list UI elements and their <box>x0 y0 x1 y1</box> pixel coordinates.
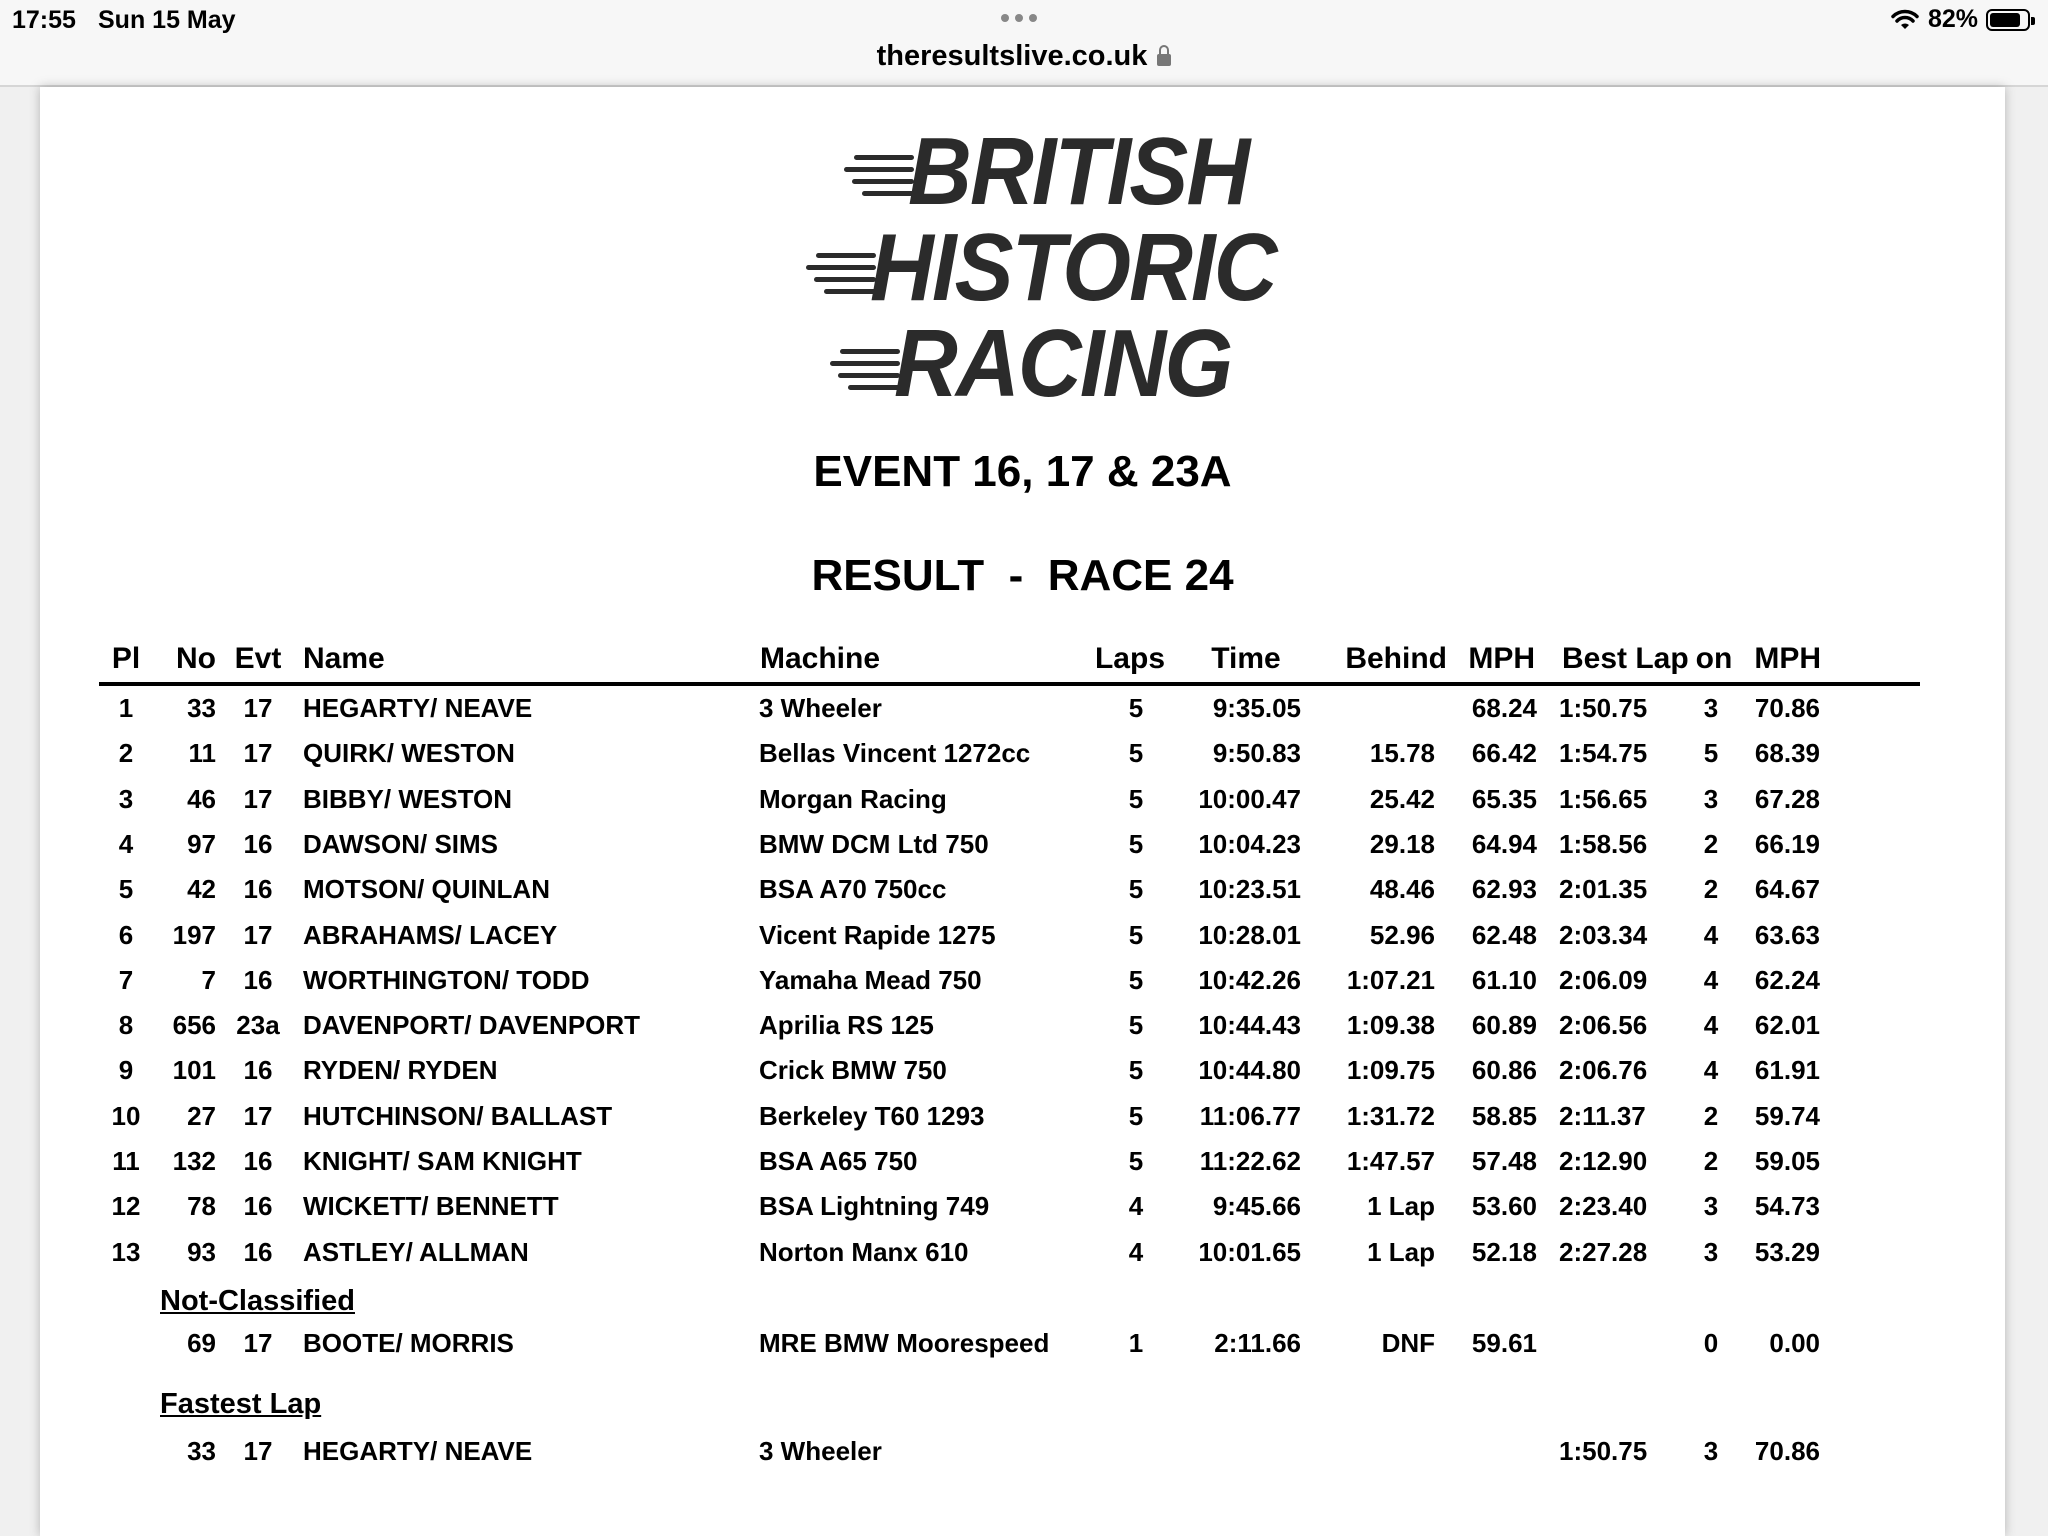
cell-name: BIBBY/ WESTON <box>303 783 512 814</box>
cell-place: 7 <box>118 964 134 995</box>
cell-behind: DNF <box>1381 1328 1435 1358</box>
cell-laps: 5 <box>1128 964 1144 995</box>
cell-event: 16 <box>243 1236 273 1267</box>
result-title: RESULT - RACE 24 <box>811 551 1234 600</box>
cell-name: RYDEN/ RYDEN <box>303 1055 498 1086</box>
cell-best-lap: 2:03.34 <box>1559 919 1648 950</box>
logo-line-3: RACING <box>894 310 1232 417</box>
cell-event: 16 <box>243 1055 273 1086</box>
cell-mph: 53.60 <box>1471 1191 1537 1222</box>
cell-behind: 48.46 <box>1369 874 1435 905</box>
cell-time: 9:35.05 <box>1212 693 1301 723</box>
cell-time: 11:22.62 <box>1199 1146 1301 1176</box>
cell-machine: Bellas Vincent 1272cc <box>759 738 1031 769</box>
cell-behind: 1 Lap <box>1367 1236 1435 1267</box>
cell-best-lap: 2:11.37 <box>1559 1100 1646 1131</box>
header-mph: MPH <box>1468 642 1535 675</box>
cell-best-lap-on: 3 <box>1703 1236 1719 1267</box>
cell-best-mph: 67.28 <box>1754 783 1820 814</box>
cell-best-lap: 2:06.76 <box>1559 1055 1648 1086</box>
logo-line-1: BRITISH <box>908 118 1249 225</box>
cell-number: 46 <box>187 783 216 814</box>
cell-place: 3 <box>118 783 134 814</box>
cell-time: 10:44.43 <box>1198 1010 1301 1041</box>
lock-icon <box>1157 54 1171 66</box>
cell-number: 101 <box>172 1055 216 1086</box>
cell-place: 11 <box>112 1146 140 1176</box>
cell-best-lap-on: 4 <box>1703 919 1719 950</box>
cell-time: 10:23.51 <box>1198 874 1301 905</box>
cell-number: 78 <box>187 1191 216 1222</box>
cell-best-mph: 61.91 <box>1754 1055 1820 1086</box>
cell-place: 10 <box>111 1100 141 1131</box>
cell-event: 17 <box>243 693 273 723</box>
cell-best-lap-on: 2 <box>1703 1100 1719 1131</box>
cell-best-lap-on: 4 <box>1703 1010 1719 1041</box>
cell-behind: 1:07.21 <box>1346 964 1435 995</box>
cell-time: 10:00.47 <box>1198 783 1301 814</box>
cell-time: 9:45.66 <box>1212 1191 1301 1222</box>
cell-best-lap: 1:50.75 <box>1559 1436 1648 1466</box>
cell-mph: 68.24 <box>1471 693 1537 723</box>
header-event: Evt <box>234 642 282 675</box>
event-title: EVENT 16, 17 & 23A <box>813 447 1232 496</box>
cell-laps: 4 <box>1128 1191 1144 1222</box>
cell-laps: 5 <box>1128 874 1144 905</box>
cell-machine: Yamaha Mead 750 <box>759 964 982 995</box>
cell-behind: 1 Lap <box>1367 1191 1435 1222</box>
cell-event: 23a <box>236 1010 280 1041</box>
cell-time: 10:04.23 <box>1198 828 1301 859</box>
cell-mph: 65.35 <box>1471 783 1537 814</box>
cell-best-lap-on: 4 <box>1703 1055 1719 1086</box>
wifi-icon <box>1890 9 1920 31</box>
cell-event: 17 <box>243 1436 273 1466</box>
cell-place: 1 <box>118 693 134 723</box>
cell-time: 2:11.66 <box>1214 1328 1301 1358</box>
cell-mph: 64.94 <box>1471 828 1537 859</box>
cell-best-mph: 0.00 <box>1769 1328 1820 1358</box>
cell-mph: 60.86 <box>1471 1055 1537 1086</box>
cell-machine: 3 Wheeler <box>759 1436 882 1466</box>
cell-laps: 5 <box>1128 1055 1144 1086</box>
cell-machine: Crick BMW 750 <box>759 1055 947 1086</box>
cell-best-mph: 66.19 <box>1754 828 1820 859</box>
logo-line-2: HISTORIC <box>870 214 1276 321</box>
header-machine: Machine <box>760 642 881 675</box>
cell-name: HUTCHINSON/ BALLAST <box>303 1100 613 1131</box>
cell-best-lap-on: 5 <box>1703 738 1719 769</box>
cell-number: 7 <box>201 964 216 995</box>
cell-number: 33 <box>187 1436 216 1466</box>
cell-mph: 60.89 <box>1471 1010 1537 1041</box>
cell-event: 17 <box>243 919 273 950</box>
cell-behind: 1:09.75 <box>1346 1055 1435 1086</box>
cell-number: 69 <box>187 1328 216 1358</box>
cell-machine: Berkeley T60 1293 <box>759 1100 985 1131</box>
cell-name: BOOTE/ MORRIS <box>303 1328 514 1358</box>
status-date: Sun 15 May <box>98 6 236 34</box>
cell-mph: 57.48 <box>1471 1146 1537 1176</box>
cell-event: 17 <box>243 738 273 769</box>
cell-machine: Morgan Racing <box>759 783 947 814</box>
cell-best-lap-on: 0 <box>1703 1328 1719 1358</box>
cell-best-lap-on: 2 <box>1703 874 1719 905</box>
cell-machine: Norton Manx 610 <box>759 1236 969 1267</box>
cell-best-lap: 2:06.09 <box>1559 964 1648 995</box>
cell-best-mph: 59.05 <box>1754 1146 1820 1176</box>
cell-behind: 52.96 <box>1369 919 1435 950</box>
cell-best-lap-on: 3 <box>1703 1191 1719 1222</box>
cell-behind: 29.18 <box>1369 828 1435 859</box>
cell-number: 93 <box>187 1236 216 1267</box>
cell-place: 9 <box>118 1055 134 1086</box>
cell-name: HEGARTY/ NEAVE <box>303 1436 533 1466</box>
header-name: Name <box>303 642 385 675</box>
cell-best-mph: 63.63 <box>1754 919 1820 950</box>
cell-best-lap: 2:01.35 <box>1559 874 1648 905</box>
cell-event: 16 <box>243 1191 273 1222</box>
cell-behind: 1:31.72 <box>1346 1100 1435 1131</box>
cell-time: 10:28.01 <box>1198 919 1301 950</box>
battery-icon <box>1986 9 2030 31</box>
status-right <box>1890 5 2030 34</box>
cell-time: 11:06.77 <box>1199 1100 1301 1131</box>
cell-number: 11 <box>188 738 216 769</box>
cell-best-lap-on: 4 <box>1703 964 1719 995</box>
cell-machine: MRE BMW Moorespeed <box>759 1328 1050 1358</box>
cell-laps: 5 <box>1128 828 1144 859</box>
header-time: Time <box>1211 642 1281 675</box>
cell-time: 9:50.83 <box>1212 738 1301 769</box>
cell-laps: 5 <box>1128 1146 1144 1176</box>
cell-place: 13 <box>111 1236 141 1267</box>
cell-event: 17 <box>243 783 273 814</box>
header-number: No <box>176 642 216 675</box>
not-classified-heading: Not-Classified <box>160 1285 355 1317</box>
cell-number: 27 <box>187 1100 216 1131</box>
cell-best-mph: 62.24 <box>1754 964 1820 995</box>
cell-number: 33 <box>187 693 216 723</box>
cell-laps: 5 <box>1128 1010 1144 1041</box>
header-best-mph: MPH <box>1754 642 1821 675</box>
cell-laps: 5 <box>1128 783 1144 814</box>
cell-place: 6 <box>118 919 134 950</box>
cell-best-mph: 59.74 <box>1754 1100 1820 1131</box>
cell-mph: 61.10 <box>1471 964 1537 995</box>
cell-place: 8 <box>118 1010 134 1041</box>
browser-bar <box>0 0 2048 87</box>
header-best-lap: Best Lap <box>1562 642 1689 675</box>
fastest-lap-heading: Fastest Lap <box>160 1388 322 1420</box>
header-laps: Laps <box>1094 642 1166 675</box>
cell-mph: 58.85 <box>1471 1100 1537 1131</box>
cell-name: WICKETT/ BENNETT <box>303 1191 559 1222</box>
cell-name: QUIRK/ WESTON <box>303 738 515 769</box>
cell-place: 2 <box>118 738 134 769</box>
cell-best-mph: 70.86 <box>1754 1436 1820 1466</box>
cell-place: 4 <box>118 828 134 859</box>
cell-best-mph: 53.29 <box>1754 1236 1820 1267</box>
cell-number: 97 <box>187 828 216 859</box>
header-best-lap-on: on <box>1695 642 1733 675</box>
cell-best-lap: 2:23.40 <box>1559 1191 1648 1222</box>
cell-name: ASTLEY/ ALLMAN <box>303 1236 529 1267</box>
results-page <box>40 87 2005 1536</box>
cell-best-lap: 2:06.56 <box>1559 1010 1648 1041</box>
cell-number: 656 <box>172 1010 216 1041</box>
cell-laps: 1 <box>1128 1328 1144 1358</box>
cell-place: 5 <box>118 874 134 905</box>
cell-behind: 25.42 <box>1369 783 1435 814</box>
cell-mph: 66.42 <box>1471 738 1537 769</box>
cell-place: 12 <box>111 1191 141 1222</box>
cell-number: 42 <box>187 874 216 905</box>
cell-name: WORTHINGTON/ TODD <box>303 964 590 995</box>
cell-best-mph: 64.67 <box>1754 874 1820 905</box>
cell-name: ABRAHAMS/ LACEY <box>303 919 558 950</box>
cell-best-lap-on: 3 <box>1703 693 1719 723</box>
status-time: 17:55 <box>12 6 76 34</box>
header-place: Pl <box>111 642 141 675</box>
cell-event: 16 <box>243 1146 273 1176</box>
cell-machine: BSA Lightning 749 <box>759 1191 990 1222</box>
cell-best-lap: 1:58.56 <box>1559 828 1648 859</box>
cell-machine: BMW DCM Ltd 750 <box>759 828 989 859</box>
cell-name: DAVENPORT/ DAVENPORT <box>303 1010 641 1041</box>
cell-number: 197 <box>172 919 216 950</box>
cell-laps: 5 <box>1128 1100 1144 1131</box>
cell-mph: 52.18 <box>1471 1236 1537 1267</box>
battery-percent: 82% <box>1927 5 1978 33</box>
cell-event: 17 <box>243 1328 273 1358</box>
cell-best-lap-on: 2 <box>1703 1146 1719 1176</box>
cell-time: 10:01.65 <box>1198 1236 1301 1267</box>
cell-best-lap-on: 2 <box>1703 828 1719 859</box>
cell-best-mph: 54.73 <box>1754 1191 1820 1222</box>
cell-behind: 1:09.38 <box>1346 1010 1435 1041</box>
cell-number: 132 <box>172 1146 216 1176</box>
cell-best-lap: 1:54.75 <box>1559 738 1648 769</box>
cell-behind: 1:47.57 <box>1346 1146 1435 1176</box>
cell-event: 17 <box>243 1100 273 1131</box>
cell-best-lap-on: 3 <box>1703 783 1719 814</box>
british-historic-racing-logo <box>800 117 1300 417</box>
cell-best-mph: 68.39 <box>1754 738 1820 769</box>
cell-laps: 5 <box>1128 919 1144 950</box>
cell-best-lap: 2:27.28 <box>1559 1236 1648 1267</box>
cell-best-mph: 70.86 <box>1754 693 1820 723</box>
cell-laps: 4 <box>1128 1236 1144 1267</box>
cell-best-mph: 62.01 <box>1754 1010 1820 1041</box>
cell-machine: Vicent Rapide 1275 <box>759 919 996 950</box>
cell-name: MOTSON/ QUINLAN <box>303 874 550 905</box>
cell-machine: 3 Wheeler <box>759 693 882 723</box>
cell-time: 10:44.80 <box>1198 1055 1301 1086</box>
cell-event: 16 <box>243 964 273 995</box>
cell-machine: BSA A65 750 <box>759 1146 918 1176</box>
cell-machine: BSA A70 750cc <box>759 874 947 905</box>
cell-event: 16 <box>243 828 273 859</box>
header-behind: Behind <box>1345 642 1447 675</box>
cell-best-lap: 1:56.65 <box>1559 783 1648 814</box>
cell-event: 16 <box>243 874 273 905</box>
cell-laps: 5 <box>1128 693 1144 723</box>
cell-mph: 59.61 <box>1471 1328 1537 1358</box>
cell-mph: 62.93 <box>1471 874 1537 905</box>
address-bar[interactable] <box>0 40 2048 73</box>
header-rule <box>99 682 1920 686</box>
cell-name: HEGARTY/ NEAVE <box>303 693 533 723</box>
cell-behind: 15.78 <box>1369 738 1435 769</box>
cell-name: DAWSON/ SIMS <box>303 828 499 859</box>
url-text: theresultslive.co.uk <box>876 40 1148 72</box>
cell-mph: 62.48 <box>1471 919 1537 950</box>
cell-best-lap-on: 3 <box>1703 1436 1719 1466</box>
cell-name: KNIGHT/ SAM KNIGHT <box>303 1146 582 1176</box>
cell-best-lap: 1:50.75 <box>1559 693 1648 723</box>
more-dots-icon[interactable] <box>1001 14 1037 22</box>
cell-laps: 5 <box>1128 738 1144 769</box>
cell-time: 10:42.26 <box>1198 964 1301 995</box>
cell-machine: Aprilia RS 125 <box>759 1010 934 1041</box>
cell-best-lap: 2:12.90 <box>1559 1146 1648 1176</box>
